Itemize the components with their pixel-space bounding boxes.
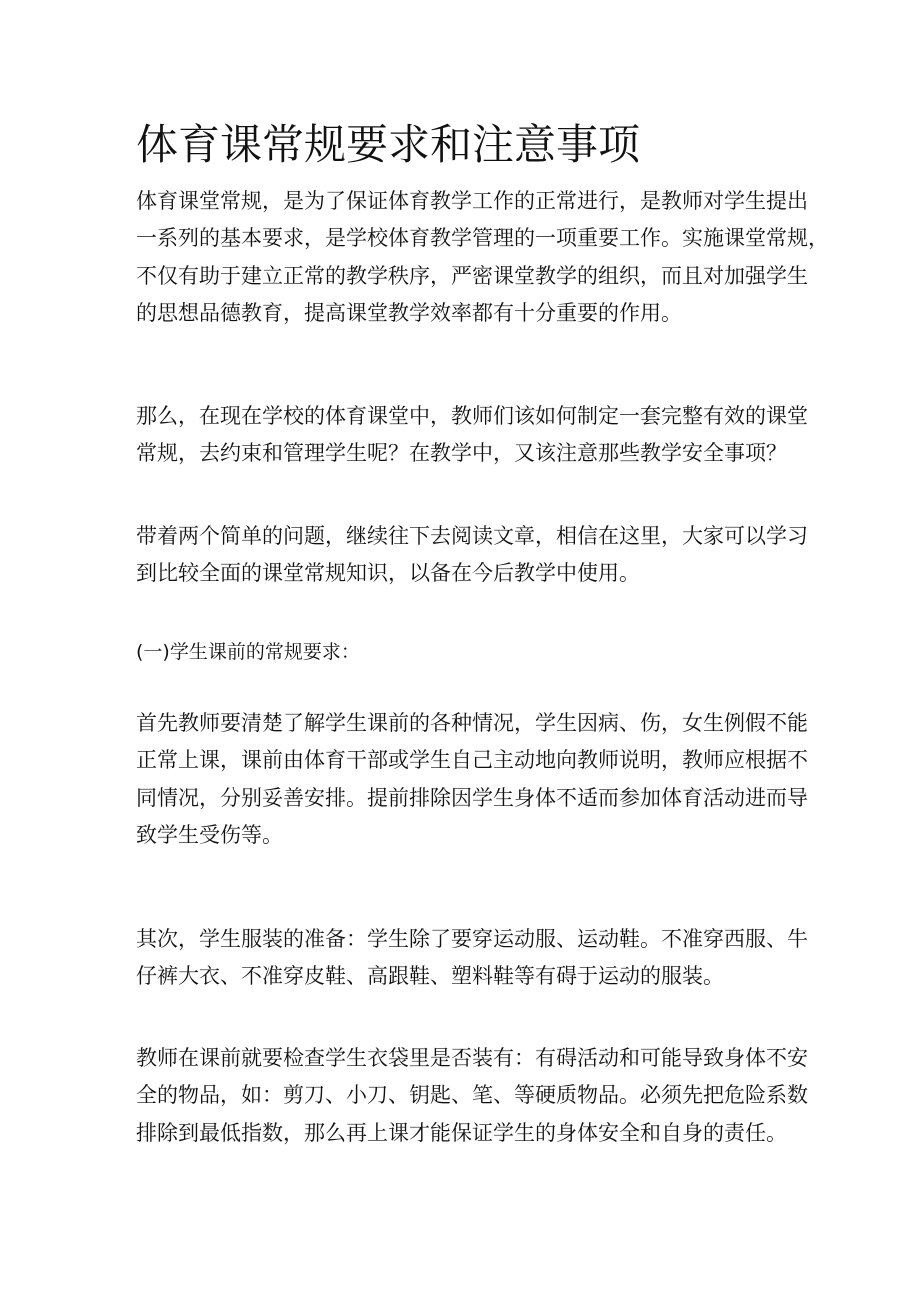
paragraph-reading-guide (136, 518, 808, 593)
text-line: 一系列的基本要求，是学校体育教学管理的一项重要工作。实施课堂常规， (136, 226, 829, 251)
text-line: 仔裤大衣、不准穿皮鞋、高跟鞋、塑料鞋等有碍于运动的服装。 (136, 964, 724, 989)
text-line: 排除到最低指数，那么再上课才能保证学生的身体安全和自身的责任。 (136, 1120, 787, 1145)
text-line: 正常上课，课前由体育干部或学生自己主动地向教师说明，教师应根据不 (136, 748, 808, 773)
page-title: 体育课常规要求和注意事项 (136, 120, 641, 169)
text-line: 同情况，分别妥善安排。提前排除因学生身体不适而参加体育活动进而导 (136, 785, 808, 810)
text-line: 首先教师要清楚了解学生课前的各种情况，学生因病、伤，女生例假不能 (136, 711, 808, 735)
text-line: 的思想品德教育，提高课堂教学效率都有十分重要的作用。 (136, 300, 682, 325)
section-heading-text: (一)学生课前的常规要求： (136, 641, 360, 663)
text-line: 其次，学生服装的准备：学生除了要穿运动服、运动鞋。不准穿西服、牛 (136, 927, 808, 951)
paragraph-clothing (136, 921, 808, 996)
text-line: 常规，去约束和管理学生呢？在教学中，又该注意那些教学安全事项？ (136, 441, 787, 466)
text-line: 致学生受伤等。 (136, 822, 283, 847)
text-line: 到比较全面的课堂常规知识，以备在今后教学中使用。 (136, 561, 640, 586)
text-line: 教师在课前就要检查学生衣袋里是否装有：有碍活动和可能导致身体不安 (136, 1046, 808, 1070)
paragraph-student-condition (136, 705, 808, 854)
paragraph-question (136, 398, 808, 473)
paragraph-intro (136, 183, 829, 332)
text-line: 带着两个简单的问题，继续往下去阅读文章，相信在这里，大家可以学习 (136, 524, 808, 548)
section-heading (136, 634, 360, 671)
text-line: 那么，在现在学校的体育课堂中，教师们该如何制定一套完整有效的课堂 (136, 404, 808, 428)
text-line: 体育课堂常规，是为了保证体育教学工作的正常进行，是教师对学生提出 (136, 189, 808, 213)
text-line: 全的物品，如：剪刀、小刀、钥匙、笔、等硬质物品。必须先把危险系数 (136, 1083, 808, 1108)
paragraph-pocket-check (136, 1040, 808, 1152)
text-line: 不仅有助于建立正常的教学秩序，严密课堂教学的组织，而且对加强学生 (136, 263, 808, 288)
